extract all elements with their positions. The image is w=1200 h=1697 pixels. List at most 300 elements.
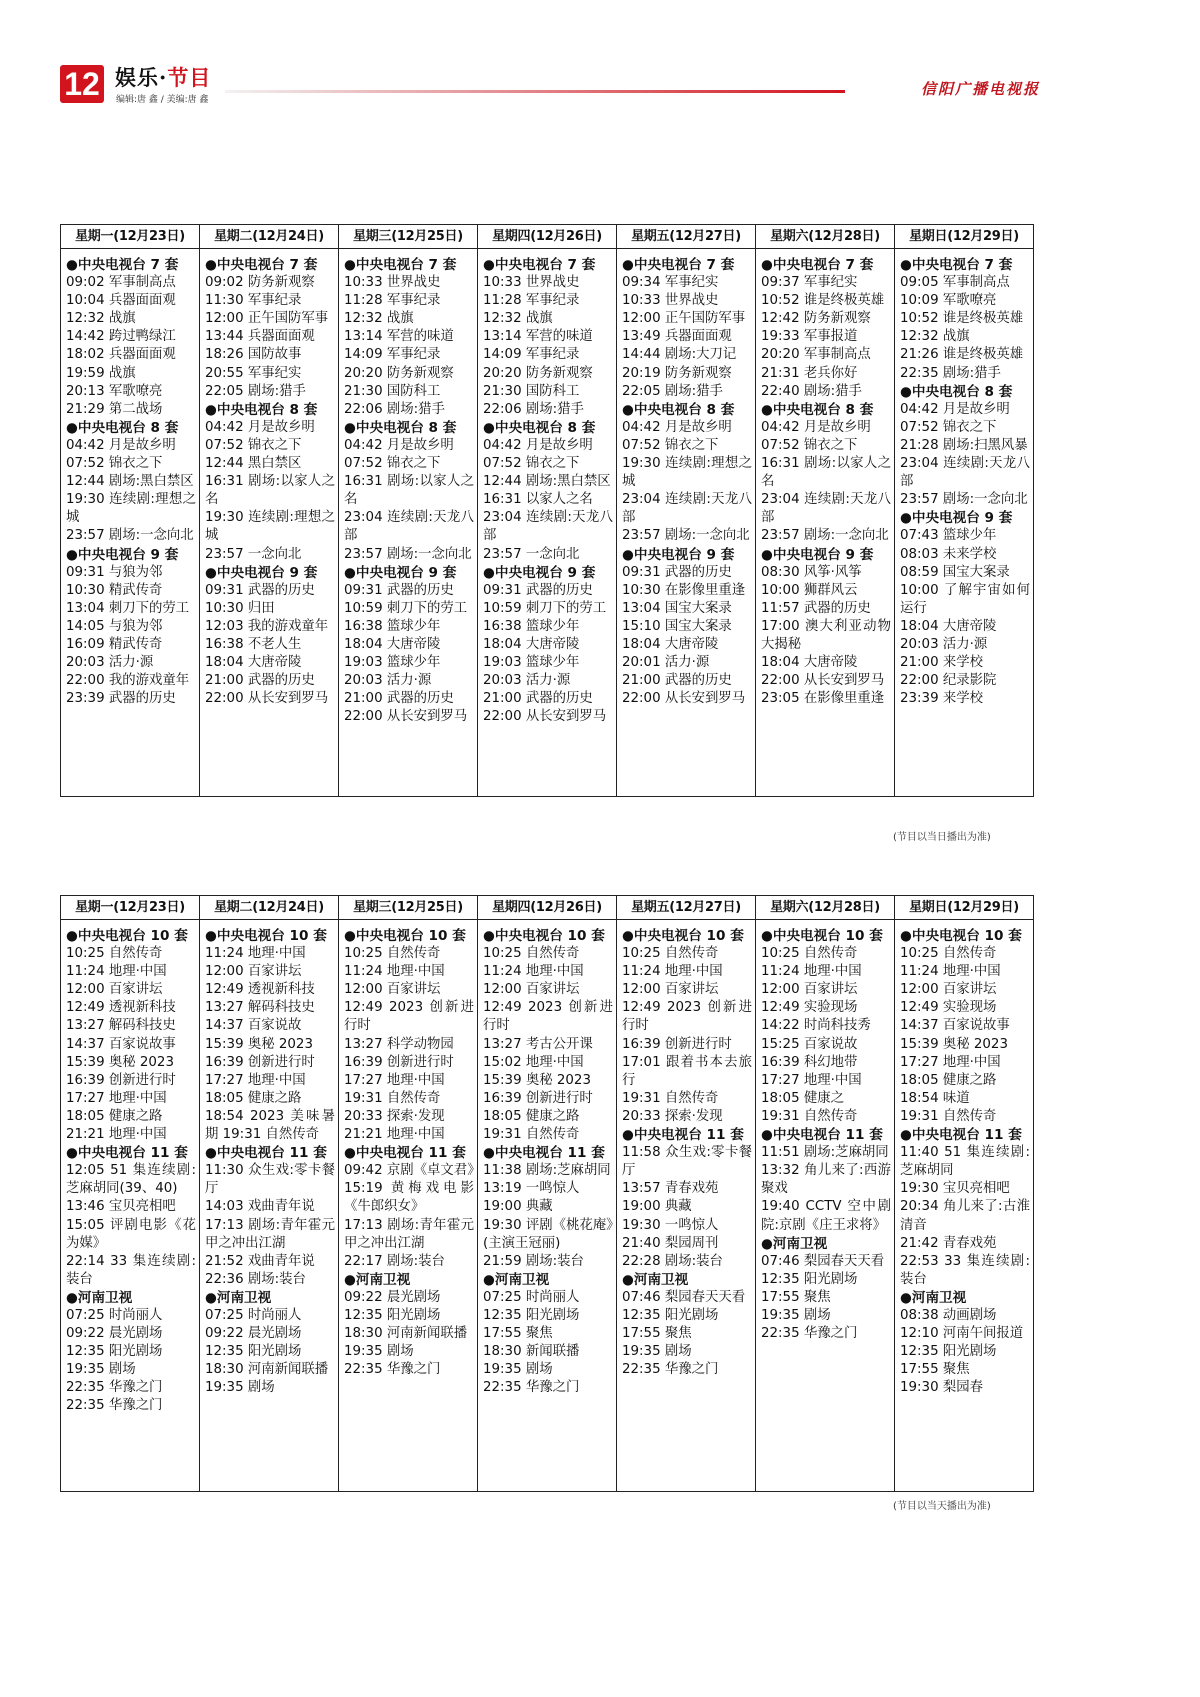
channel-heading: ●中央电视台 9 套 [344, 564, 457, 581]
day-column [199, 896, 338, 1491]
day-schedule [200, 249, 338, 710]
program-item: 22:00 从长安到罗马 [483, 709, 607, 725]
program-item: 20:03 活力·源 [66, 655, 154, 671]
program-item: 21:42 青春戏苑 [900, 1235, 997, 1251]
channel-heading: ●河南卫视 [66, 1289, 133, 1306]
program-item: 18:05 健康之路 [900, 1072, 997, 1088]
day-header: 星期三(12月25日) [339, 896, 477, 920]
program-item: 13:27 解码科技史 [205, 1000, 315, 1016]
day-schedule [756, 920, 894, 1345]
program-item: 13:14 军营的味道 [483, 329, 593, 345]
channel-heading: ●中央电视台 7 套 [344, 257, 457, 273]
program-item: 12:00 百家讲坛 [761, 982, 858, 998]
program-item: 07:46 梨园春天天看 [761, 1253, 885, 1269]
program-item: 04:42 月是故乡明 [483, 437, 593, 453]
program-item: 10:25 自然传奇 [900, 946, 997, 962]
program-item: 10:33 世界战史 [483, 275, 580, 291]
program-item: 18:54 2023 美味暑期 19:31 自然传奇 [205, 1108, 335, 1143]
program-item: 22:06 剧场:猎手 [483, 401, 584, 417]
program-item: 23:04 连续剧:天龙八部 [900, 456, 1030, 490]
program-item: 19:59 战旗 [66, 365, 136, 381]
channel-heading: ●中央电视台 11 套 [205, 1145, 327, 1162]
program-item: 09:22 晨光剧场 [66, 1326, 163, 1342]
channel-heading: ●中央电视台 11 套 [344, 1145, 466, 1162]
program-item: 23:04 连续剧:天龙八部 [483, 510, 613, 544]
program-item: 21:30 国防科工 [344, 383, 441, 399]
section-name: 娱乐 [115, 65, 159, 90]
program-item: 18:04 大唐帝陵 [205, 655, 302, 671]
program-item: 12:49 2023 创新进行时 [483, 1000, 613, 1034]
program-item: 10:04 兵器面面观 [66, 293, 176, 309]
program-item: 19:03 篮球少年 [344, 655, 441, 671]
program-item: 16:38 不老人生 [205, 636, 302, 652]
program-item: 12:00 百家讲坛 [483, 982, 580, 998]
program-item: 07:52 锦衣之下 [622, 437, 719, 453]
day-schedule [617, 249, 755, 710]
program-item: 11:24 地理·中国 [205, 946, 306, 962]
program-item: 20:55 军事纪实 [205, 365, 302, 381]
program-item: 13:14 军营的味道 [344, 329, 454, 345]
schedule-note-1: (节目以当日播出为准) [893, 832, 991, 843]
channel-heading: ●中央电视台 10 套 [900, 928, 1022, 944]
program-item: 11:28 军事纪录 [344, 293, 441, 309]
program-item: 09:37 军事纪实 [761, 275, 858, 291]
program-item: 23:04 连续剧:天龙八部 [344, 510, 474, 544]
program-item: 19:35 剧场 [344, 1344, 414, 1360]
program-item: 19:30 评剧《桃花庵》(主演王冠丽) [483, 1217, 613, 1251]
program-item: 07:52 锦衣之下 [761, 437, 858, 453]
day-header: 星期六(12月28日) [756, 896, 894, 920]
program-item: 10:59 刺刀下的劳工 [344, 600, 468, 616]
program-item: 13:57 青春戏苑 [622, 1181, 719, 1197]
program-item: 07:52 锦衣之下 [205, 437, 302, 453]
program-item: 12:44 剧场:黑白禁区 [483, 474, 611, 490]
section-separator: · [159, 65, 168, 90]
program-item: 23:57 一念向北 [205, 546, 302, 562]
program-item: 21:21 地理·中国 [344, 1127, 445, 1143]
channel-heading: ●中央电视台 10 套 [205, 928, 327, 944]
program-item: 12:32 战旗 [900, 329, 970, 345]
day-header: 星期六(12月28日) [756, 225, 894, 249]
day-column [755, 896, 894, 1491]
program-item: 10:25 自然传奇 [761, 946, 858, 962]
channel-heading: ●中央电视台 9 套 [761, 546, 874, 563]
program-item: 21:30 国防科工 [483, 383, 580, 399]
program-item: 10:25 自然传奇 [622, 946, 719, 962]
program-item: 15:19 黄梅戏电影《牛郎织女》 [344, 1181, 474, 1215]
program-item: 12:35 阳光剧场 [344, 1307, 441, 1323]
channel-heading: ●中央电视台 11 套 [483, 1145, 605, 1162]
program-item: 23:04 连续剧:天龙八部 [622, 492, 752, 526]
program-item: 10:09 军歌嘹亮 [900, 293, 997, 309]
editor-credits: 编辑:唐 鑫 / 美编:唐 鑫 [116, 95, 209, 105]
program-item: 07:46 梨园春天天看 [622, 1289, 746, 1305]
program-item: 20:20 防务新观察 [344, 365, 454, 381]
program-item: 23:57 剧场:一念向北 [900, 492, 1028, 508]
program-item: 09:34 军事纪实 [622, 275, 719, 291]
program-item: 22:28 剧场:装台 [622, 1253, 723, 1269]
channel-heading: ●中央电视台 7 套 [622, 257, 735, 273]
day-schedule [895, 920, 1033, 1399]
program-item: 11:58 众生戏:零卡餐厅 [622, 1145, 752, 1179]
program-item: 18:04 大唐帝陵 [761, 655, 858, 671]
day-schedule [895, 249, 1033, 710]
program-item: 10:52 谁是终极英雄 [900, 311, 1024, 327]
program-item: 08:30 风筝·风筝 [761, 564, 862, 580]
program-item: 21:21 地理·中国 [66, 1127, 167, 1143]
program-item: 19:35 剧场 [66, 1362, 136, 1378]
program-item: 12:00 百家讲坛 [66, 982, 163, 998]
program-item: 11:51 剧场:芝麻胡同 [761, 1145, 889, 1161]
day-header: 星期三(12月25日) [339, 225, 477, 249]
program-item: 12:35 阳光剧场 [900, 1344, 997, 1360]
day-column [61, 225, 199, 796]
program-item: 15:39 奥秘 2023 [66, 1054, 174, 1070]
program-item: 16:31 剧场:以家人之名 [205, 474, 335, 508]
channel-heading: ●河南卫视 [761, 1235, 828, 1252]
program-item: 17:27 地理·中国 [900, 1054, 1001, 1070]
channel-heading: ●中央电视台 9 套 [483, 564, 596, 581]
channel-heading: ●中央电视台 10 套 [761, 928, 883, 944]
program-item: 22:05 剧场:猎手 [205, 383, 306, 399]
program-item: 23:57 剧场:一念向北 [344, 546, 472, 562]
channel-heading: ●中央电视台 8 套 [761, 401, 874, 418]
program-item: 20:20 军事制高点 [761, 347, 871, 363]
program-item: 08:59 国宝大案录 [900, 564, 1010, 580]
program-item: 12:35 阳光剧场 [66, 1344, 163, 1360]
program-item: 16:31 以家人之名 [483, 492, 593, 508]
program-item: 12:32 战旗 [483, 311, 553, 327]
program-item: 11:24 地理·中国 [483, 964, 584, 980]
program-item: 21:28 剧场:扫黑风暴 [900, 437, 1028, 453]
program-item: 19:35 剧场 [205, 1380, 275, 1396]
newspaper-brand: 信阳广播电视报 [920, 80, 1040, 98]
program-item: 10:33 世界战史 [622, 293, 719, 309]
channel-heading: ●中央电视台 8 套 [205, 401, 318, 418]
program-item: 15:39 奥秘 2023 [205, 1036, 313, 1052]
program-item: 09:05 军事制高点 [900, 275, 1010, 291]
program-item: 08:38 动画剧场 [900, 1307, 997, 1323]
program-item: 09:22 晨光剧场 [344, 1289, 441, 1305]
program-item: 12:44 剧场:黑白禁区 [66, 474, 194, 490]
program-item: 19:30 一鸣惊人 [622, 1217, 719, 1233]
program-item: 22:00 从长安到罗马 [622, 691, 746, 707]
program-item: 19:35 剧场 [761, 1307, 831, 1323]
program-item: 21:00 来学校 [900, 655, 984, 671]
program-item: 20:19 防务新观察 [622, 365, 732, 381]
program-item: 12:49 透视新科技 [205, 982, 315, 998]
program-item: 17:01 跟着书本去旅行 [622, 1054, 752, 1088]
program-item: 12:03 我的游戏童年 [205, 618, 329, 634]
program-item: 12:00 百家讲坛 [344, 982, 441, 998]
schedule-grid-2 [60, 895, 1034, 1492]
program-item: 20:03 活力·源 [900, 636, 988, 652]
program-item: 22:35 华豫之门 [66, 1380, 163, 1396]
channel-heading: ●中央电视台 10 套 [66, 928, 188, 944]
day-schedule [756, 249, 894, 710]
program-item: 11:24 地理·中国 [900, 964, 1001, 980]
program-item: 20:03 活力·源 [483, 673, 571, 689]
day-column [477, 225, 616, 796]
program-item: 11:57 武器的历史 [761, 600, 871, 616]
program-item: 12:00 百家讲坛 [622, 982, 719, 998]
program-item: 16:09 精武传奇 [66, 636, 163, 652]
channel-heading: ●中央电视台 9 套 [900, 510, 1013, 527]
program-item: 16:39 创新进行时 [622, 1036, 732, 1052]
program-item: 19:35 剧场 [483, 1362, 553, 1378]
program-item: 22:00 从长安到罗马 [761, 673, 885, 689]
program-item: 16:39 创新进行时 [205, 1054, 315, 1070]
program-item: 10:25 自然传奇 [66, 946, 163, 962]
program-item: 11:24 地理·中国 [66, 964, 167, 980]
program-item: 19:30 连续剧:理想之城 [205, 510, 335, 544]
section-accent: 节目 [167, 65, 212, 90]
program-item: 18:26 国防故事 [205, 347, 302, 363]
program-item: 20:34 角儿来了:古淮清音 [900, 1199, 1030, 1233]
program-item: 15:25 百家说故 [761, 1036, 858, 1052]
program-item: 17:55 聚焦 [483, 1326, 553, 1342]
program-item: 12:49 透视新科技 [66, 1000, 176, 1016]
program-item: 22:36 剧场:装台 [205, 1271, 306, 1287]
program-item: 10:30 在影像里重逢 [622, 582, 746, 598]
day-header: 星期日(12月29日) [895, 896, 1033, 920]
program-item: 12:32 战旗 [344, 311, 414, 327]
day-schedule [200, 920, 338, 1399]
program-item: 21:00 武器的历史 [344, 691, 454, 707]
program-item: 13:27 科学动物园 [344, 1036, 454, 1052]
program-item: 17:55 聚焦 [622, 1326, 692, 1342]
program-item: 12:00 正午国防军事 [205, 311, 329, 327]
program-item: 10:25 自然传奇 [483, 946, 580, 962]
program-item: 15:39 奥秘 2023 [900, 1036, 1008, 1052]
channel-heading: ●中央电视台 10 套 [622, 928, 744, 944]
program-item: 23:57 剧场:一念向北 [622, 528, 750, 544]
program-item: 23:04 连续剧:天龙八部 [761, 492, 891, 526]
program-item: 13:04 刺刀下的劳工 [66, 600, 190, 616]
program-item: 07:43 篮球少年 [900, 528, 997, 544]
program-item: 17:00 澳大利亚动物大揭秘 [761, 618, 891, 652]
program-item: 13:49 兵器面面观 [622, 329, 732, 345]
program-item: 16:39 科幻地带 [761, 1054, 858, 1070]
program-item: 09:02 军事制高点 [66, 275, 176, 291]
program-item: 07:52 锦衣之下 [344, 456, 441, 472]
program-item: 14:42 跨过鸭绿江 [66, 329, 176, 345]
program-item: 13:32 角儿来了:西游聚戏 [761, 1163, 891, 1197]
program-item: 14:37 百家说故事 [66, 1036, 176, 1052]
channel-heading: ●中央电视台 11 套 [622, 1127, 744, 1144]
program-item: 22:14 33 集连续剧:装台 [66, 1253, 196, 1287]
day-column [755, 225, 894, 796]
program-item: 12:49 2023 创新进行时 [344, 1000, 474, 1034]
day-column [894, 896, 1033, 1491]
page-header [60, 62, 1040, 112]
program-item: 09:31 与狼为邻 [66, 564, 163, 580]
program-item: 13:44 兵器面面观 [205, 329, 315, 345]
program-item: 19:03 篮球少年 [483, 655, 580, 671]
day-column [61, 896, 199, 1491]
program-item: 18:04 大唐帝陵 [622, 636, 719, 652]
channel-heading: ●中央电视台 8 套 [622, 401, 735, 418]
program-item: 04:42 月是故乡明 [205, 419, 315, 435]
program-item: 14:37 百家说故事 [900, 1018, 1010, 1034]
day-column [338, 225, 477, 796]
program-item: 22:05 剧场:猎手 [622, 383, 723, 399]
program-item: 17:13 剧场:青年霍元甲之冲出江湖 [205, 1217, 335, 1251]
program-item: 12:00 百家讲坛 [205, 964, 302, 980]
program-item: 12:49 2023 创新进行时 [622, 1000, 752, 1034]
program-item: 22:35 华豫之门 [761, 1326, 858, 1342]
program-item: 10:25 自然传奇 [344, 946, 441, 962]
program-item: 21:52 戏曲青年说 [205, 1253, 315, 1269]
channel-heading: ●河南卫视 [900, 1289, 967, 1306]
program-item: 19:40 CCTV 空中剧院:京剧《庄王求将》 [761, 1199, 891, 1233]
program-item: 16:31 剧场:以家人之名 [344, 474, 474, 508]
program-item: 18:04 大唐帝陵 [344, 636, 441, 652]
program-item: 18:02 兵器面面观 [66, 347, 176, 363]
program-item: 19:33 军事报道 [761, 329, 858, 345]
channel-heading: ●中央电视台 8 套 [900, 383, 1013, 400]
program-item: 20:33 探索·发现 [344, 1108, 445, 1124]
program-item: 12:35 阳光剧场 [622, 1307, 719, 1323]
program-item: 09:31 武器的历史 [205, 582, 315, 598]
program-item: 12:42 防务新观察 [761, 311, 871, 327]
program-item: 04:42 月是故乡明 [344, 437, 454, 453]
program-item: 09:22 晨光剧场 [205, 1326, 302, 1342]
program-item: 20:20 防务新观察 [483, 365, 593, 381]
program-item: 09:31 武器的历史 [622, 564, 732, 580]
program-item: 22:35 华豫之门 [622, 1362, 719, 1378]
day-column [477, 896, 616, 1491]
program-item: 19:31 自然传奇 [344, 1090, 441, 1106]
program-item: 12:05 51 集连续剧:芝麻胡同(39、40) [66, 1163, 196, 1197]
program-item: 18:05 健康之路 [66, 1108, 163, 1124]
program-item: 22:35 华豫之门 [66, 1398, 163, 1414]
day-schedule [339, 920, 481, 1381]
program-item: 21:26 谁是终极英雄 [900, 347, 1024, 363]
program-item: 22:53 33 集连续剧:装台 [900, 1253, 1030, 1287]
program-item: 14:05 与狼为邻 [66, 618, 163, 634]
page-number: 12 [60, 65, 104, 103]
program-item: 09:31 武器的历史 [344, 582, 454, 598]
program-item: 22:00 我的游戏童年 [66, 673, 190, 689]
program-item: 20:33 探索·发现 [622, 1108, 723, 1124]
program-item: 13:19 一鸣惊人 [483, 1181, 580, 1197]
channel-heading: ●中央电视台 9 套 [66, 546, 179, 563]
channel-heading: ●河南卫视 [205, 1289, 272, 1306]
program-item: 18:05 健康之路 [483, 1108, 580, 1124]
program-item: 13:46 宝贝亮相吧 [66, 1199, 176, 1215]
program-item: 04:42 月是故乡明 [622, 419, 732, 435]
program-item: 04:42 月是故乡明 [66, 437, 176, 453]
program-item: 21:31 老兵你好 [761, 365, 858, 381]
channel-heading: ●中央电视台 8 套 [344, 419, 457, 436]
day-header: 星期一(12月23日) [61, 896, 199, 920]
program-item: 07:25 时尚丽人 [66, 1307, 163, 1323]
channel-heading: ●中央电视台 9 套 [205, 564, 318, 581]
section-title [115, 62, 211, 92]
program-item: 13:27 考古公开课 [483, 1036, 593, 1052]
program-item: 19:31 自然传奇 [761, 1108, 858, 1124]
day-header: 星期五(12月27日) [617, 896, 755, 920]
program-item: 22:40 剧场:猎手 [761, 383, 862, 399]
program-item: 18:05 健康之 [761, 1090, 845, 1106]
program-item: 15:10 国宝大案录 [622, 618, 732, 634]
program-item: 10:30 精武传奇 [66, 582, 163, 598]
day-schedule [478, 249, 616, 728]
program-item: 17:27 地理·中国 [761, 1072, 862, 1088]
program-item: 11:40 51 集连续剧:芝麻胡同 [900, 1145, 1030, 1179]
program-item: 14:03 戏曲青年说 [205, 1199, 315, 1215]
program-item: 12:35 阳光剧场 [483, 1307, 580, 1323]
program-item: 10:00 狮群风云 [761, 582, 858, 598]
day-schedule [617, 920, 755, 1381]
day-header: 星期二(12月24日) [200, 896, 338, 920]
program-item: 18:05 健康之路 [205, 1090, 302, 1106]
program-item: 13:04 国宝大案录 [622, 600, 732, 616]
program-item: 21:00 武器的历史 [622, 673, 732, 689]
channel-heading: ●中央电视台 7 套 [483, 257, 596, 273]
program-item: 11:24 地理·中国 [344, 964, 445, 980]
program-item: 07:52 锦衣之下 [483, 456, 580, 472]
program-item: 18:54 味道 [900, 1090, 970, 1106]
program-item: 11:28 军事纪录 [483, 293, 580, 309]
program-item: 16:39 创新进行时 [66, 1072, 176, 1088]
program-item: 04:42 月是故乡明 [900, 401, 1010, 417]
day-header: 星期五(12月27日) [617, 225, 755, 249]
program-item: 09:02 防务新观察 [205, 275, 315, 291]
program-item: 11:38 剧场:芝麻胡同 [483, 1163, 611, 1179]
day-column [616, 896, 755, 1491]
schedule-note-2: (节目以当天播出为准) [893, 1501, 991, 1512]
schedule-grid-1 [60, 224, 1034, 797]
channel-heading: ●河南卫视 [622, 1271, 689, 1288]
program-item: 08:03 未来学校 [900, 546, 997, 562]
day-header: 星期二(12月24日) [200, 225, 338, 249]
program-item: 22:35 华豫之门 [483, 1380, 580, 1396]
program-item: 14:09 军事纪录 [483, 347, 580, 363]
program-item: 21:00 武器的历史 [483, 691, 593, 707]
program-item: 17:27 地理·中国 [205, 1072, 306, 1088]
program-item: 17:27 地理·中国 [344, 1072, 445, 1088]
day-header: 星期四(12月26日) [478, 225, 616, 249]
program-item: 09:31 武器的历史 [483, 582, 593, 598]
program-item: 12:44 黑白禁区 [205, 456, 302, 472]
program-item: 07:25 时尚丽人 [205, 1307, 302, 1323]
program-item: 16:39 创新进行时 [344, 1054, 454, 1070]
program-item: 18:30 新闻联播 [483, 1344, 580, 1360]
program-item: 12:00 正午国防军事 [622, 311, 746, 327]
day-schedule [61, 249, 199, 710]
program-item: 14:44 剧场:大刀记 [622, 347, 737, 363]
program-item: 22:35 华豫之门 [344, 1362, 441, 1378]
program-item: 13:27 解码科技史 [66, 1018, 176, 1034]
program-item: 21:40 梨园周刊 [622, 1235, 719, 1251]
day-header: 星期一(12月23日) [61, 225, 199, 249]
program-item: 17:13 剧场:青年霍元甲之冲出江湖 [344, 1217, 474, 1251]
program-item: 23:57 剧场:一念向北 [66, 528, 194, 544]
program-item: 12:35 阳光剧场 [761, 1271, 858, 1287]
channel-heading: ●河南卫视 [344, 1271, 411, 1288]
program-item: 12:35 阳光剧场 [205, 1344, 302, 1360]
program-item: 17:55 聚焦 [761, 1289, 831, 1305]
program-item: 18:30 河南新闻联播 [205, 1362, 329, 1378]
program-item: 10:59 刺刀下的劳工 [483, 600, 607, 616]
program-item: 07:52 锦衣之下 [66, 456, 163, 472]
day-schedule [478, 920, 616, 1399]
program-item: 23:39 来学校 [900, 691, 984, 707]
day-column [616, 225, 755, 796]
program-item: 12:10 河南午间报道 [900, 1326, 1024, 1342]
